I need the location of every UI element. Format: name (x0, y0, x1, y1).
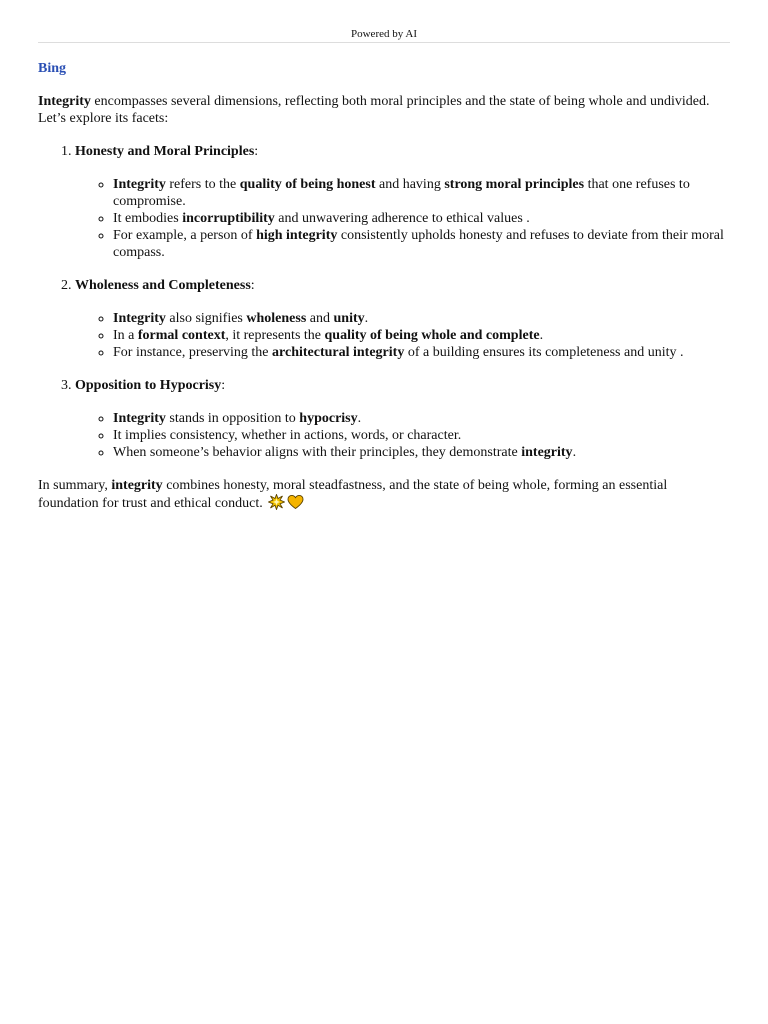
summary-bold: integrity (111, 478, 163, 493)
facet-item (75, 277, 730, 361)
summary-paragraph (38, 477, 730, 512)
point-text: . (357, 411, 362, 426)
point-text: and (306, 311, 334, 326)
bullet-point (113, 410, 730, 427)
point-text: stands in opposition to (165, 411, 300, 426)
bold-term: quality of being whole and complete (324, 328, 540, 343)
facet-title-colon: : (250, 278, 255, 293)
intro-paragraph (38, 93, 730, 127)
facet-item (75, 143, 730, 261)
bold-term: unity (333, 311, 365, 326)
facet-title: Opposition to Hypocrisy (75, 378, 222, 393)
bullet-point (113, 310, 730, 327)
bold-term: quality of being honest (239, 177, 376, 192)
bold-term: incorruptibility (182, 211, 275, 226)
facet-points (75, 410, 730, 461)
point-text: consistently upholds honesty and refuses to deviate from their moral compass. (113, 228, 724, 260)
summary-pre: In summary, (38, 478, 112, 493)
bold-term: hypocrisy (299, 411, 358, 426)
bold-term: Integrity (113, 411, 166, 426)
point-text: and having (375, 177, 445, 192)
point-text: and unwavering adherence to ethical values . (274, 211, 530, 226)
point-text: of a building ensures its completeness and unity . (404, 345, 684, 360)
facet-title: Wholeness and Completeness (75, 278, 251, 293)
bold-term: architectural integrity (272, 345, 405, 360)
facet-title: Honesty and Moral Principles (75, 144, 255, 159)
intro-text: encompasses several dimensions, reflecting both moral principles and the state of being whole and undivided. Let’s explore its facets: (38, 94, 710, 126)
powered-by-text: Powered by AI (351, 28, 417, 40)
point-text: It implies consistency, whether in actions, words, or character. (113, 428, 462, 443)
point-text: For instance, preserving the (113, 345, 273, 360)
intro-bold: Integrity (38, 94, 91, 109)
bullet-point (113, 444, 730, 461)
bullet-point (113, 327, 730, 344)
facet-item (75, 377, 730, 461)
powered-by-header (38, 0, 730, 43)
bold-term: wholeness (246, 311, 307, 326)
bullet-point (113, 176, 730, 210)
point-text: also signifies (165, 311, 247, 326)
bullet-point (113, 210, 730, 227)
summary-text: combines honesty, moral steadfastness, and the state of being whole, forming an essential foundation for trust and ethical conduct. (38, 478, 668, 511)
bold-term: integrity (521, 445, 573, 460)
bold-term: Integrity (113, 311, 166, 326)
point-text: When someone’s behavior aligns with their principles, they demonstrate (113, 445, 522, 460)
facet-points (75, 176, 730, 261)
sparkle-burst-icon (268, 494, 285, 510)
point-text: . (539, 328, 544, 343)
source-title: Bing (38, 61, 67, 76)
point-text: It embodies (113, 211, 183, 226)
bold-term: strong moral principles (444, 177, 585, 192)
point-text: For example, a person of (113, 228, 257, 243)
facet-points (75, 310, 730, 361)
yellow-heart-icon (287, 494, 304, 510)
bold-term: formal context (137, 328, 226, 343)
facet-title-colon: : (221, 378, 226, 393)
point-text: refers to the (165, 177, 240, 192)
bullet-point (113, 344, 730, 361)
bullet-point (113, 227, 730, 261)
point-text: , it represents the (225, 328, 325, 343)
point-text: In a (113, 328, 138, 343)
facets-list (38, 143, 730, 461)
point-text: . (572, 445, 577, 460)
bold-term: Integrity (113, 177, 166, 192)
point-text: that one refuses to compromise. (113, 177, 690, 209)
facet-title-colon: : (254, 144, 259, 159)
bullet-point (113, 427, 730, 444)
point-text: . (364, 311, 369, 326)
bold-term: high integrity (256, 228, 338, 243)
